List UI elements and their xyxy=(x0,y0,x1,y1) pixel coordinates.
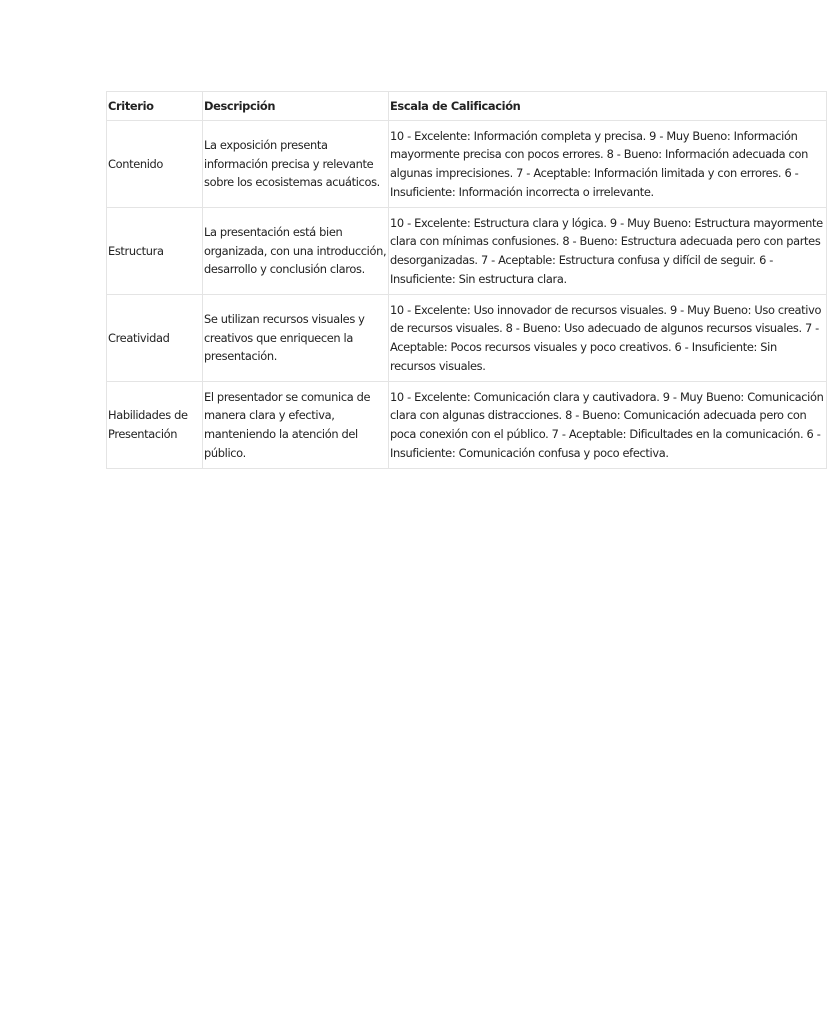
header-criterio: Criterio xyxy=(107,92,203,121)
header-row xyxy=(107,92,827,121)
table-row xyxy=(107,121,827,208)
cell-criterio: Habilidades de Presentación xyxy=(107,382,203,469)
header-escala: Escala de Calificación xyxy=(389,92,827,121)
cell-criterio: Creatividad xyxy=(107,295,203,382)
cell-escala: 10 - Excelente: Estructura clara y lógica. 9 - Muy Bueno: Estructura mayormente clara con mínimas confusiones. 8 - Bueno: Estructura adecuada pero con partes desorganizadas. 7 - Aceptable: Estructura confusa y difícil de seguir. 6 - Insuficiente: Sin estructura clara. xyxy=(389,208,827,295)
table-body xyxy=(107,121,827,469)
cell-descripcion: La exposición presenta información precisa y relevante sobre los ecosistemas acuáticos. xyxy=(203,121,389,208)
header-descripcion: Descripción xyxy=(203,92,389,121)
rubric-table xyxy=(106,91,827,469)
table-row xyxy=(107,295,827,382)
table-header xyxy=(107,92,827,121)
cell-escala: 10 - Excelente: Información completa y precisa. 9 - Muy Bueno: Información mayormente precisa con pocos errores. 8 - Bueno: Información adecuada con algunas imprecisiones. 7 - Aceptable: Información limitada y con errores. 6 - Insuficiente: Información incorrecta o irrelevante. xyxy=(389,121,827,208)
cell-descripcion: La presentación está bien organizada, con una introducción, desarrollo y conclusión claros. xyxy=(203,208,389,295)
cell-escala: 10 - Excelente: Comunicación clara y cautivadora. 9 - Muy Bueno: Comunicación clara con algunas distracciones. 8 - Bueno: Comunicación adecuada pero con poca conexión con el público. 7 - Aceptable: Dificultades en la comunicación. 6 - Insuficiente: Comunicación confusa y poco efectiva. xyxy=(389,382,827,469)
table-row xyxy=(107,382,827,469)
cell-criterio: Contenido xyxy=(107,121,203,208)
cell-descripcion: El presentador se comunica de manera clara y efectiva, manteniendo la atención del público. xyxy=(203,382,389,469)
cell-escala: 10 - Excelente: Uso innovador de recursos visuales. 9 - Muy Bueno: Uso creativo de recursos visuales. 8 - Bueno: Uso adecuado de algunos recursos visuales. 7 - Aceptable: Pocos recursos visuales y poco creativos. 6 - Insuficiente: Sin recursos visuales. xyxy=(389,295,827,382)
cell-descripcion: Se utilizan recursos visuales y creativos que enriquecen la presentación. xyxy=(203,295,389,382)
cell-criterio: Estructura xyxy=(107,208,203,295)
table-row xyxy=(107,208,827,295)
